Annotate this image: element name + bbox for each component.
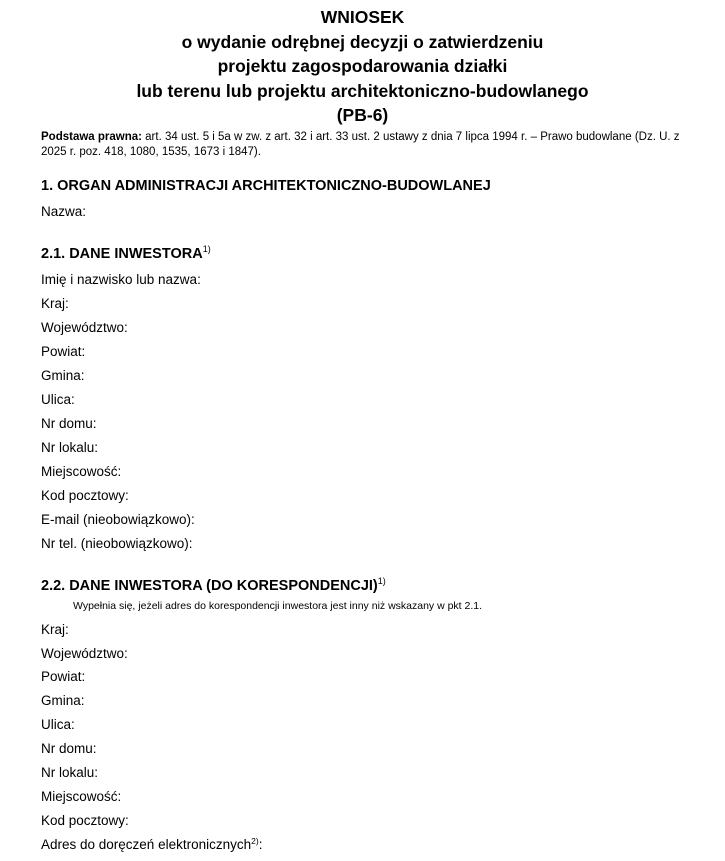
field-investor-country[interactable] bbox=[41, 294, 691, 314]
field-investor-house-number[interactable] bbox=[41, 414, 691, 434]
field-label: Miejscowość: bbox=[41, 464, 122, 479]
section-1-heading-text: 1. ORGAN ADMINISTRACJI ARCHITEKTONICZNO-BUDOWLANEJ bbox=[41, 178, 491, 194]
field-label: Kod pocztowy: bbox=[41, 813, 129, 828]
field-label: Ulica: bbox=[41, 717, 75, 732]
field-label: Powiat: bbox=[41, 669, 86, 684]
field-investor-voivodeship[interactable] bbox=[41, 318, 691, 338]
field-investor-county[interactable] bbox=[41, 342, 691, 362]
legal-basis-label: Podstawa prawna: bbox=[41, 131, 142, 143]
title-line: o wydanie odrębnej decyzji o zatwierdzeniu bbox=[181, 31, 544, 52]
field-investor-city[interactable] bbox=[41, 462, 691, 482]
field-investor-email[interactable] bbox=[41, 510, 691, 530]
field-label: Nr tel. (nieobowiązkowo): bbox=[41, 536, 193, 551]
field-corr-house-number[interactable] bbox=[41, 739, 691, 759]
title-line: WNIOSEK bbox=[320, 7, 405, 27]
field-corr-country[interactable] bbox=[41, 620, 691, 640]
field-label: Powiat: bbox=[41, 344, 86, 359]
field-label: Gmina: bbox=[41, 693, 85, 708]
field-label: Nr lokalu: bbox=[41, 440, 99, 455]
field-label: Imię i nazwisko lub nazwa: bbox=[41, 272, 201, 287]
field-label: Kraj: bbox=[41, 622, 69, 637]
footnote-marker: 2) bbox=[251, 836, 259, 846]
field-investor-apartment-number[interactable] bbox=[41, 438, 691, 458]
field-label: Nazwa: bbox=[41, 204, 87, 219]
field-corr-postal-code[interactable] bbox=[41, 811, 691, 831]
section-2-2-note: Wypełnia się, jeżeli adres do korespondencji inwestora jest inny niż wskazany w pkt 2.1. bbox=[73, 600, 483, 612]
footnote-marker: 1) bbox=[202, 244, 211, 254]
field-corr-street[interactable] bbox=[41, 715, 691, 735]
footnote-marker: 1) bbox=[377, 576, 386, 586]
legal-basis-text: art. 34 ust. 5 i 5a w zw. z art. 32 i art. 33 ust. 2 ustawy z dnia 7 lipca 1994 r. – Prawo budowlane (Dz. U. z 2025 r. poz. 418, 1080, 1535, 1673 i 1847). bbox=[41, 131, 680, 158]
field-investor-postal-code[interactable] bbox=[41, 486, 691, 506]
field-label: Kod pocztowy: bbox=[41, 488, 129, 503]
section-2-1-heading bbox=[41, 245, 211, 263]
field-label: Miejscowość: bbox=[41, 789, 122, 804]
field-label: Kraj: bbox=[41, 296, 69, 311]
field-label: Adres do doręczeń elektronicznych bbox=[41, 837, 252, 852]
field-label: Ulica: bbox=[41, 392, 75, 407]
field-investor-commune[interactable] bbox=[41, 366, 691, 386]
field-label: Nr lokalu: bbox=[41, 765, 99, 780]
form-title bbox=[0, 5, 725, 128]
field-corr-voivodeship[interactable] bbox=[41, 644, 691, 664]
field-label: Nr domu: bbox=[41, 741, 97, 756]
field-investor-name[interactable] bbox=[41, 270, 691, 290]
field-label: Nr domu: bbox=[41, 416, 97, 431]
title-line: projektu zagospodarowania działki bbox=[217, 56, 508, 76]
field-corr-apartment-number[interactable] bbox=[41, 763, 691, 783]
field-corr-county[interactable] bbox=[41, 667, 691, 687]
field-organ-name[interactable] bbox=[41, 202, 691, 222]
title-line: lub terenu lub projektu architektoniczno-budowlanego bbox=[136, 80, 589, 101]
field-label: Województwo: bbox=[41, 646, 128, 661]
field-investor-phone[interactable] bbox=[41, 534, 691, 554]
field-label-suffix: : bbox=[258, 837, 263, 852]
title-line: (PB-6) bbox=[336, 105, 389, 125]
field-label: E-mail (nieobowiązkowo): bbox=[41, 512, 195, 527]
field-corr-edelivery-address[interactable] bbox=[41, 835, 691, 855]
section-1-heading bbox=[41, 177, 491, 195]
field-label: Gmina: bbox=[41, 368, 85, 383]
field-investor-street[interactable] bbox=[41, 390, 691, 410]
section-2-2-heading bbox=[41, 577, 386, 595]
section-2-2-heading-text: 2.2. DANE INWESTORA (DO KORESPONDENCJI) bbox=[41, 578, 378, 594]
section-2-1-heading-text: 2.1. DANE INWESTORA bbox=[41, 246, 203, 262]
field-corr-city[interactable] bbox=[41, 787, 691, 807]
legal-basis bbox=[41, 130, 691, 160]
field-corr-commune[interactable] bbox=[41, 691, 691, 711]
field-label: Województwo: bbox=[41, 320, 128, 335]
